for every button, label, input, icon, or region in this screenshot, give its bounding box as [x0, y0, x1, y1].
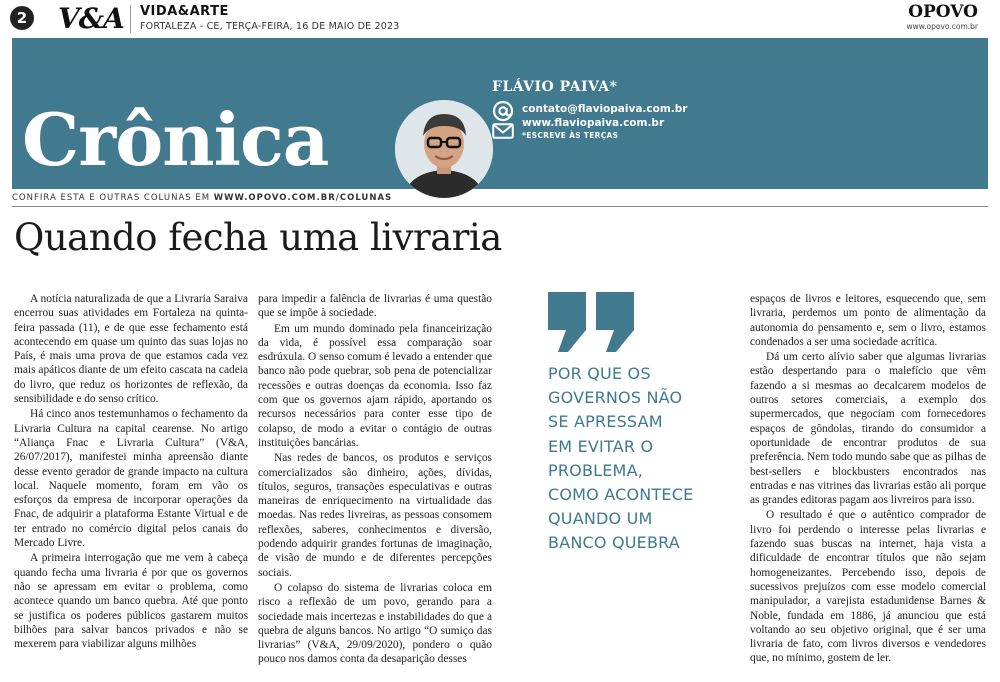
pull-quote-line: GOVERNOS NÃO — [548, 388, 683, 408]
portrait-illustration-icon — [395, 100, 493, 198]
mail-icon — [492, 123, 514, 139]
section-name: VIDA&ARTE — [140, 4, 229, 19]
page-number: 2 — [10, 6, 34, 30]
pull-quote — [548, 362, 738, 556]
publication-schedule: *ESCREVE ÀS TERÇAS — [522, 131, 619, 140]
pull-quote-line: PROBLEMA, — [548, 460, 643, 480]
publisher-logo: OPOVO — [908, 2, 978, 22]
section-logo: V&A — [58, 2, 124, 35]
paragraph: A notícia naturalizada de que a Livraria Saraiva encerrou suas atividades em Fortaleza na quinta-feira passada (11), e de que esse fechamento está acontecendo em quase um quinto das suas lojas no País, é mais uma prova de que estamos cada vez mais apáticos diante de um efeito cascata na cadeia do livro, que reduz os horizontes de reflexão, da sensibilidade e do senso crítico. — [14, 293, 248, 406]
paragraph: O resultado é que o autêntico comprador de livro foi perdendo o interesse pelas livrarias e fazendo suas buscas na internet, haja vista a dificuldade de encontrar títulos que não sejam homogeneizantes. Percebendo isso, depois de sucessivos prejuízos com esse modelo comercial manipulador, a varejista estadunidense Barnes & Noble, fundada em 1886, já anunciou que está voltando ao seu objetivo original, que é ser uma livraria de fato, com livros diversos e vendedores que, no mínimo, gostem de ler. — [750, 509, 986, 665]
at-sign-icon — [492, 100, 514, 122]
article-column-1 — [14, 292, 248, 651]
divider-rule — [12, 206, 988, 207]
paragraph: para impedir a falência de livrarias é uma questão que se impõe à sociedade. — [258, 293, 492, 320]
author-portrait — [395, 100, 493, 198]
pull-quote-line: BANCO QUEBRA — [548, 533, 680, 553]
paragraph: Dá um certo alívio saber que algumas livrarias estão despertando para o malefício que vêm fazendo a si mesmas ao decalcarem modelos de outros setores comerciais, a exemplo dos supermercados, que negociam com fornecedores espaços de gôndolas, tirando do consumidor a oportunidade de encontrar produtos de sua preferência. Nem todo mundo sabe que as pilhas de best-sellers e blockbusters encontrados nas entradas e nas vitrines das livrarias estão ali porque as grandes editoras pagam aos livreiros para isso. — [750, 351, 986, 507]
pull-quote-line: POR QUE OS — [548, 364, 651, 383]
paragraph: Em um mundo dominado pela financeirização da vida, é possível essa comparação soar esdrúxula. O senso comum é levado a entender que banco não pode quebrar, sob pena de potencializar recessões e outras doenças da economia. Isso faz com que os governos ajam rápido, aportando os recursos necessários para conter esse tipo de colapso, de modo a evitar o contágio de outras instituições bancárias. — [258, 322, 492, 449]
columns-link-line — [12, 193, 392, 203]
paragraph: O colapso do sistema de livrarias coloca em risco a reflexão de um povo, gerando para a sociedade mais incertezas e instabilidades do que a quebra de alguns bancos. No artigo “O sumiço das livrarias” (V&A, 29/09/2020), pondero o quão pouco nos damos conta da desaparição desses — [258, 581, 492, 666]
paragraph: A primeira interrogação que me vem à cabeça quando fecha uma livraria é por que os governos não se apressam em evitar o problema, como acontece quando um banco quebra. Até que ponto se justifica os poderes públicos gastarem muitos bilhões para salvar bancos privados e não se mexerem para viabilizar alguns milhões — [14, 552, 248, 651]
article-column-4 — [750, 292, 986, 666]
paragraph: Nas redes de bancos, os produtos e serviços comercializados são dinheiro, ações, dívidas, títulos, seguros, transações especulativas e outras maneiras de enriquecimento na virtualidade das moedas. Nas redes livreiras, as pessoas consomem reflexões, saberes, conhecimentos e diversão, podendo adquirir grandes fortunas de imaginação, de visão de mundo e de diferentes percepções sociais. — [258, 452, 492, 579]
columns-link-prefix: CONFIRA ESTA E OUTRAS COLUNAS EM — [12, 193, 214, 203]
pull-quote-line: SE APRESSAM — [548, 412, 663, 432]
pull-quote-line: COMO ACONTECE — [548, 485, 694, 505]
columns-link-url[interactable]: WWW.OPOVO.COM.BR/COLUNAS — [213, 193, 393, 203]
quote-marks-icon — [548, 292, 634, 352]
author-name: FLÁVIO PAIVA* — [492, 79, 618, 95]
pull-quote-line: EM EVITAR O — [548, 436, 654, 456]
author-website[interactable]: www.flaviopaiva.com.br — [522, 117, 665, 129]
paragraph: Há cinco anos testemunhamos o fechamento da Livraria Cultura na capital cearense. No artigo “Aliança Fnac e Livraria Cultura” (V&A, 26/07/2017), manifestei minha apreensão diante desse evento gerador de grande impacto na cultura local. Naquele momento, foram em vão os esforços da empresa de incorporar operações da Fnac, de adquirir a plataforma Estante Virtual e de ter entrado no comércio digital pelos canais do Mercado Livre. — [14, 408, 248, 550]
article-headline: Quando fecha uma livraria — [14, 216, 502, 259]
article-column-2 — [258, 292, 492, 667]
dateline: FORTALEZA - CE, TERÇA-FEIRA, 16 DE MAIO DE 2023 — [140, 21, 400, 32]
publisher-url: www.opovo.com.br — [906, 22, 978, 31]
author-email[interactable]: contato@flaviopaiva.com.br — [522, 103, 688, 115]
page-header — [0, 0, 1000, 40]
column-title: Crônica — [22, 97, 329, 182]
paragraph: espaços de livros e leitores, esquecendo que, sem livraria, perdemos um ponto de alimentação da autonomia do pensamento e, sem o livro, estamos condenados a ser uma sociedade acrítica. — [750, 293, 986, 348]
header-divider — [130, 5, 131, 33]
pull-quote-line: QUANDO UM — [548, 509, 653, 529]
